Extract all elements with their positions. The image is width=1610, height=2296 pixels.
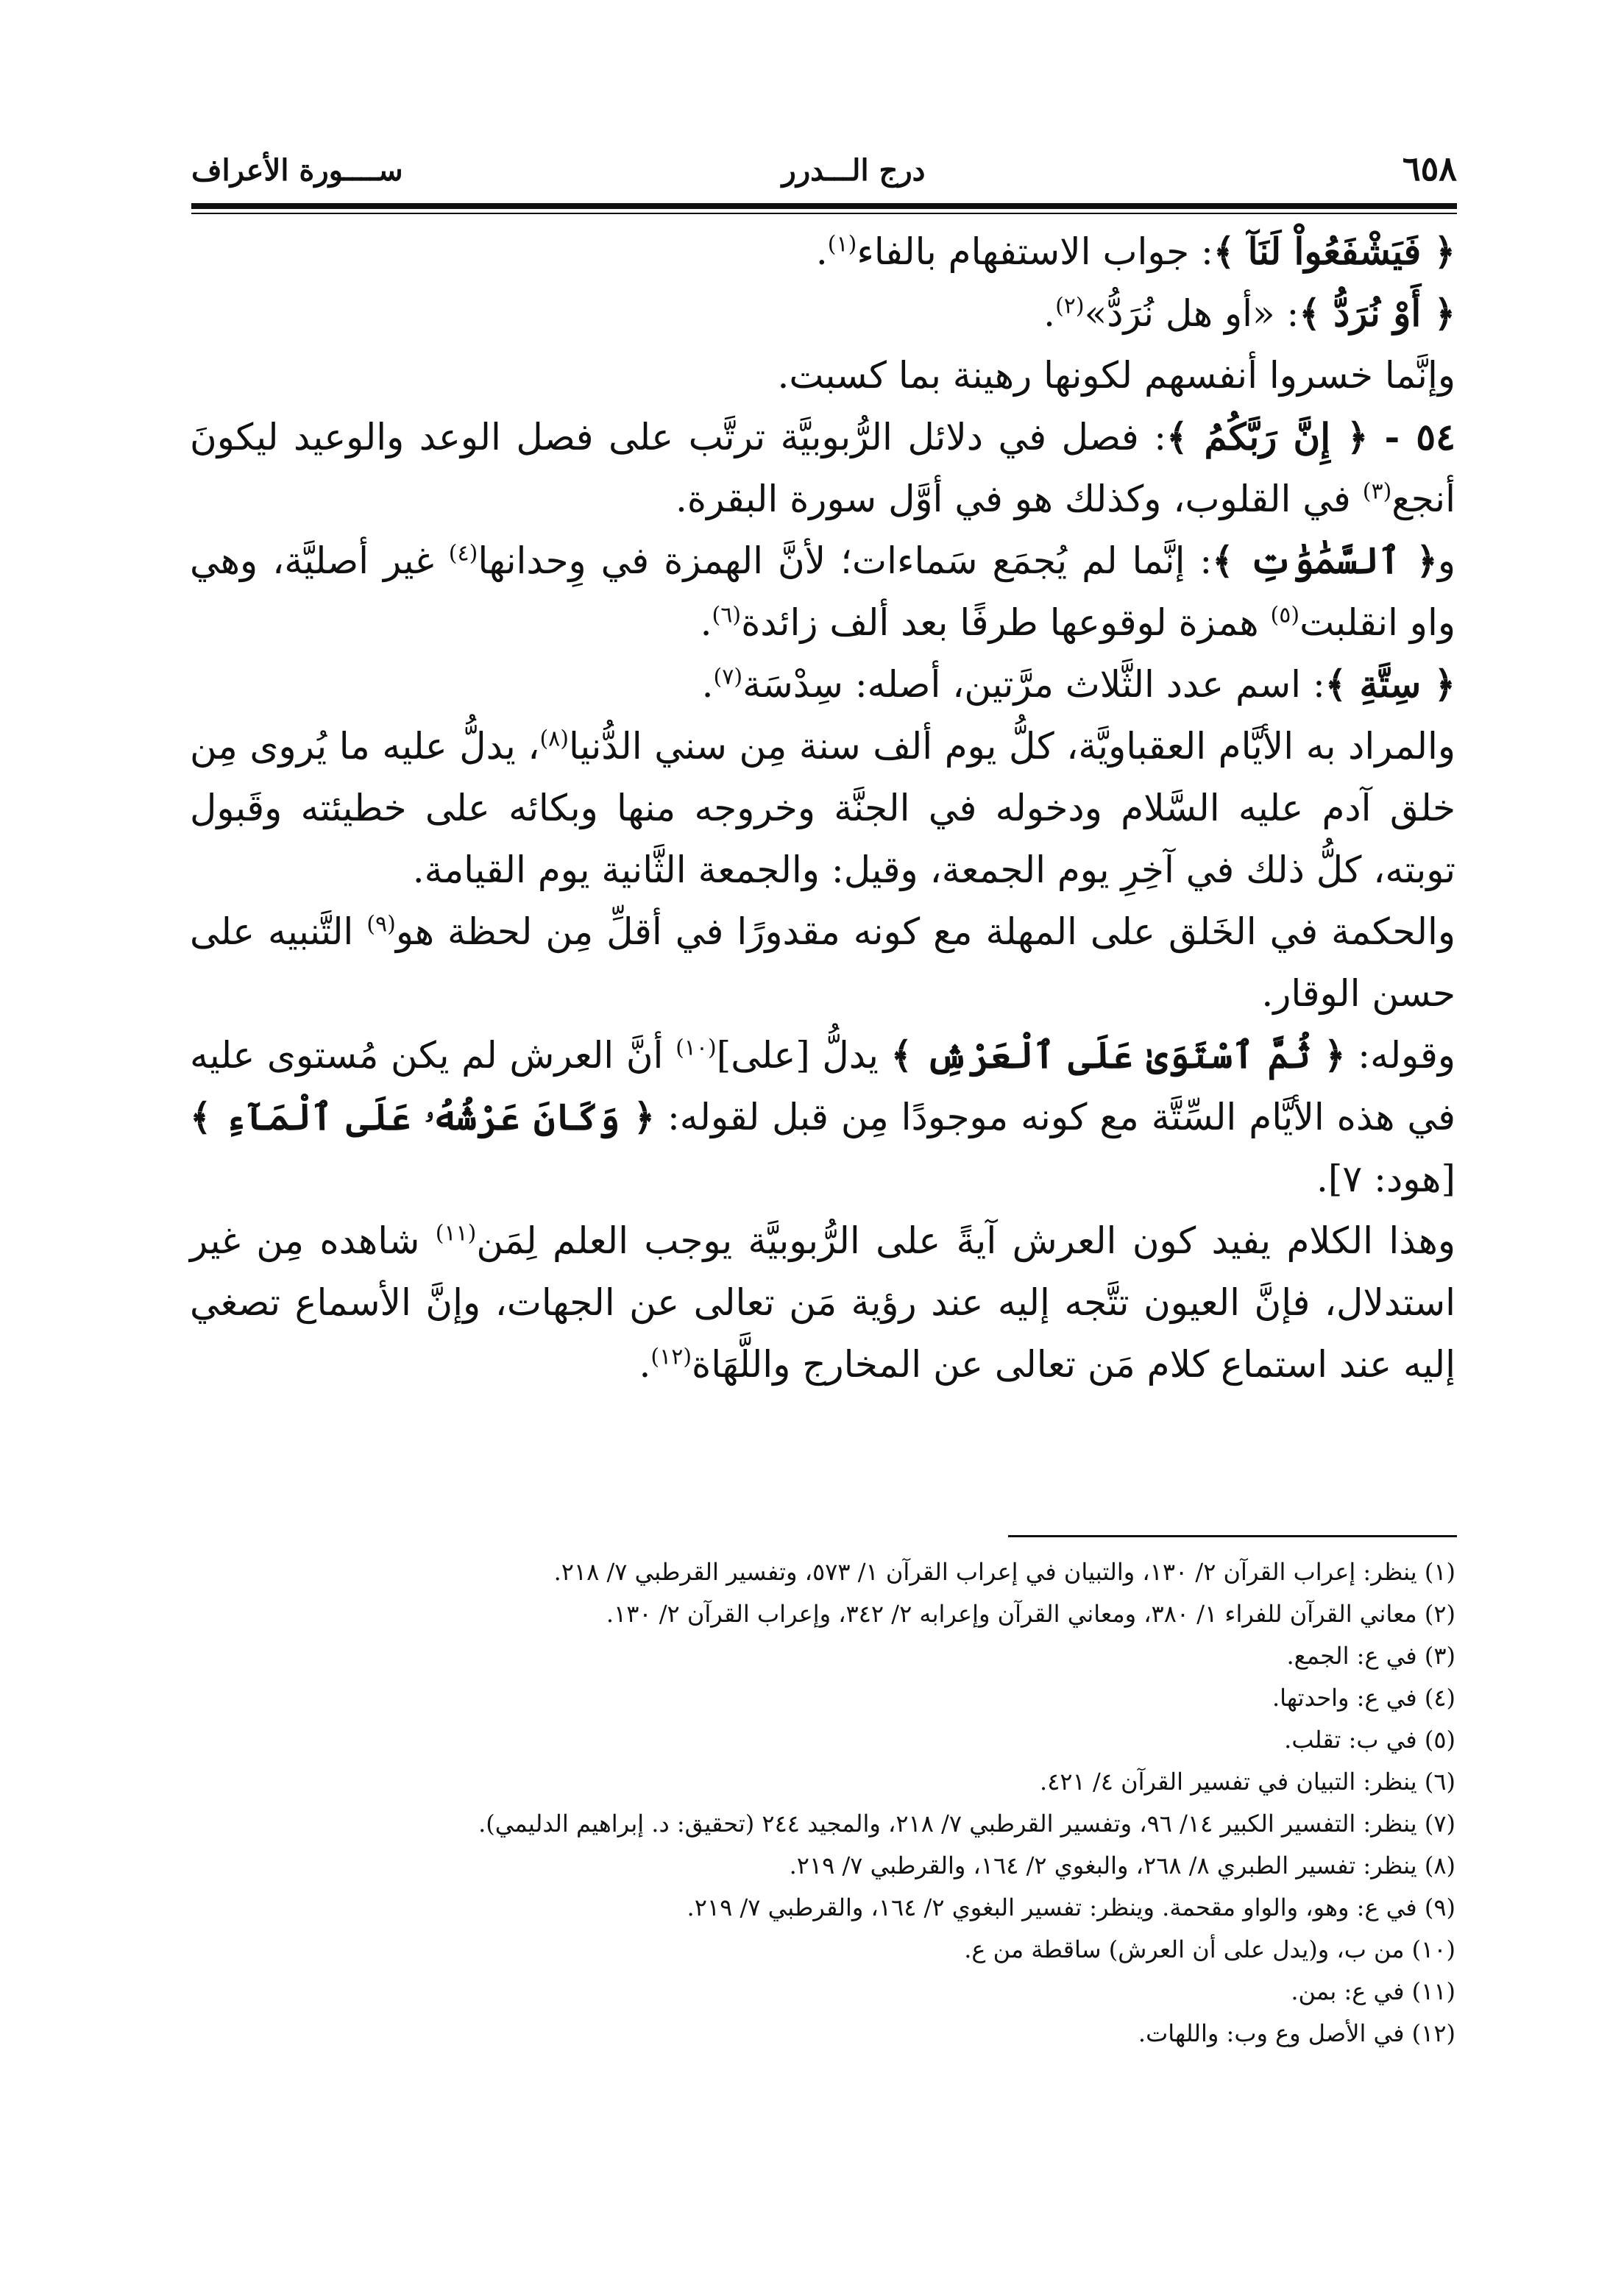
footnote: (٥) في ب: تقلب. bbox=[1284, 1726, 1455, 1754]
running-header bbox=[191, 147, 1457, 199]
quran-quote: ﴿ ثُمَّ ٱسْتَوَىٰ عَلَى ٱلْعَرْشِ ﴾ bbox=[890, 1033, 1346, 1077]
quran-quote: ﴿ سِتَّةِ ﴾ bbox=[1324, 662, 1455, 706]
footnote: (٢) معاني القرآن للفراء ١/ ٣٨٠، ومعاني القرآن وإعرابه ٢/ ٣٤٢، وإعراب القرآن ٢/ ١٣٠. bbox=[606, 1600, 1455, 1628]
paragraph: ﴿ فَيَشْفَعُواْ لَنَآ ﴾: جواب الاستفهام بالفاء$^{(١)}$. bbox=[815, 230, 1455, 273]
verse-number: ٥٤ - bbox=[1368, 415, 1455, 458]
paragraph: وقوله: ﴿ ثُمَّ ٱسْتَوَىٰ عَلَى ٱلْعَرْشِ ﴾ يدلُّ [على]$^{(١٠)}$ أنَّ العرش لم يكن مُستوى عليه في هذه الأيَّام السِّتَّة مع كونه موجودًا مِن قبل لقوله: ﴿ وَكَانَ عَرْشُهُۥ عَلَى ٱلْمَآءِ ﴾ [هود: ٧]. bbox=[190, 1033, 1455, 1200]
footnote: (٩) في ع: وهو، والواو مقحمة. وينظر: تفسير البغوي ٢/ ١٦٤، والقرطبي ٧/ ٢١٩. bbox=[687, 1893, 1455, 1921]
footnote: (٤) في ع: واحدتها. bbox=[1272, 1684, 1455, 1712]
paragraph: ٥٤ - ﴿ إِنَّ رَبَّكُمُ ﴾: فصل في دلائل الرُّبوبيَّة ترتَّب على فصل الوعد والوعيد ليكونَ أنجع$^{(٣)}$ في القلوب، وكذلك هو في أوَّل سورة البقرة. bbox=[190, 415, 1455, 520]
quran-quote: ﴿ ٱلسَّمَٰوَٰتِ ﴾ bbox=[1212, 539, 1438, 582]
quran-quote: ﴿ وَكَانَ عَرْشُهُۥ عَلَى ٱلْمَآءِ ﴾ bbox=[190, 1095, 656, 1138]
paragraph: وهذا الكلام يفيد كون العرش آيةً على الرُّبوبيَّة يوجب العلم لِمَن$^{(١١)}$ شاهده مِن غير استدلال، فإنَّ العيون تتَّجه إليه عند رؤية مَن تعالى عن الجهات، وإنَّ الأسماع تصغي إليه عند استماع كلام مَن تعالى عن المخارج واللَّهَاة$^{(١٢)}$. bbox=[190, 1219, 1456, 1386]
quran-quote: ﴿ إِنَّ رَبَّكُمُ ﴾ bbox=[1166, 415, 1369, 458]
footnote-ref: (٩) bbox=[366, 911, 396, 938]
header-rule-thin bbox=[191, 213, 1457, 214]
footnote-separator bbox=[1008, 1535, 1457, 1537]
footnote: (١٠) من ب، و(يدل على أن العرش) ساقطة من ع. bbox=[964, 1935, 1455, 1963]
footnote: (١١) في ع: بمن. bbox=[1291, 1977, 1455, 2005]
paragraph: ﴿ أَوْ نُرَدُّ ﴾: «أو هل نُرَدُّ»$^{(٢)}$. bbox=[1043, 291, 1455, 335]
quran-quote: ﴿ أَوْ نُرَدُّ ﴾ bbox=[1299, 291, 1455, 335]
footnotes bbox=[160, 1551, 1455, 2055]
footnote: (٣) في ع: الجمع. bbox=[1286, 1642, 1455, 1670]
surah-title: ســــورة الأعراف bbox=[191, 153, 403, 188]
footnote-ref: (٥) bbox=[1270, 602, 1300, 628]
footnote-ref: (١٢) bbox=[650, 1344, 692, 1370]
paragraph: ﴿ سِتَّةِ ﴾: اسم عدد الثَّلاث مرَّتين، أصله: سِدْسَة$^{(٧)}$. bbox=[701, 662, 1455, 706]
footnote: (١٢) في الأصل وع وب: واللهات. bbox=[1138, 2019, 1455, 2047]
footnote-ref: (١) bbox=[827, 231, 857, 258]
paragraph: والحكمة في الخَلق على المهلة مع كونه مقدورًا في أقلِّ مِن لحظة هو$^{(٩)}$ التَّنبيه على حسن الوقار. bbox=[190, 910, 1455, 1015]
footnote-ref: (٢) bbox=[1055, 293, 1085, 319]
header-rule-thick bbox=[191, 203, 1457, 209]
footnote: (٧) ينظر: التفسير الكبير ١٤/ ٩٦، وتفسير القرطبي ٧/ ٢١٨، والمجيد ٢٤٤ (تحقيق: د. إبراهيم الدليمي). bbox=[478, 1810, 1455, 1838]
quran-quote: ﴿ فَيَشْفَعُواْ لَنَآ ﴾ bbox=[1213, 230, 1455, 273]
footnote-ref: (١٠) bbox=[675, 1035, 717, 1061]
footnote: (١) ينظر: إعراب القرآن ٢/ ١٣٠، والتبيان في إعراب القرآن ١/ ٥٧٣، وتفسير القرطبي ٧/ ٢١٨. bbox=[553, 1558, 1455, 1586]
footnote-ref: (٤) bbox=[448, 540, 478, 567]
footnote-ref: (٣) bbox=[1362, 478, 1392, 505]
footnote: (٨) ينظر: تفسير الطبري ٨/ ٢٦٨، والبغوي ٢/ ١٦٤، والقرطبي ٧/ ٢١٩. bbox=[789, 1852, 1455, 1879]
footnote-ref: (١١) bbox=[435, 1220, 477, 1247]
footnote-ref: (٧) bbox=[713, 664, 743, 690]
book-title: درج الـــدرر bbox=[781, 153, 926, 188]
footnote: (٦) ينظر: التبيان في تفسير القرآن ٤/ ٤٢١. bbox=[1040, 1768, 1455, 1796]
footnote-ref: (٨) bbox=[539, 726, 570, 752]
paragraph: وإنَّما خسروا أنفسهم لكونها رهينة بما كسبت. bbox=[777, 354, 1455, 397]
paragraph: و﴿ ٱلسَّمَٰوَٰتِ ﴾: إنَّما لم يُجمَع سَماءات؛ لأنَّ الهمزة في وِحدانها$^{(٤)}$ غير أصليَّة، وهي واو انقلبت$^{(٥)}$ همزة لوقوعها طرفًا بعد ألف زائدة$^{(٦)}$. bbox=[190, 539, 1455, 644]
page-number: ٦٥٨ bbox=[1402, 149, 1457, 188]
paragraph: والمراد به الأيَّام العقباويَّة، كلُّ يوم ألف سنة مِن سني الدُّنيا$^{(٨)}$، يدلُّ عليه ما يُروى مِن خلق آدم عليه السَّلام ودخوله في الجنَّة وخروجه منها وبكائه على خطيئته وقَبول توبته، كلُّ ذلك في آخِرِ يوم الجمعة، وقيل: والجمعة الثَّانية يوم القيامة. bbox=[190, 725, 1455, 891]
footnote-ref: (٦) bbox=[712, 602, 742, 628]
main-text bbox=[190, 221, 1455, 1395]
